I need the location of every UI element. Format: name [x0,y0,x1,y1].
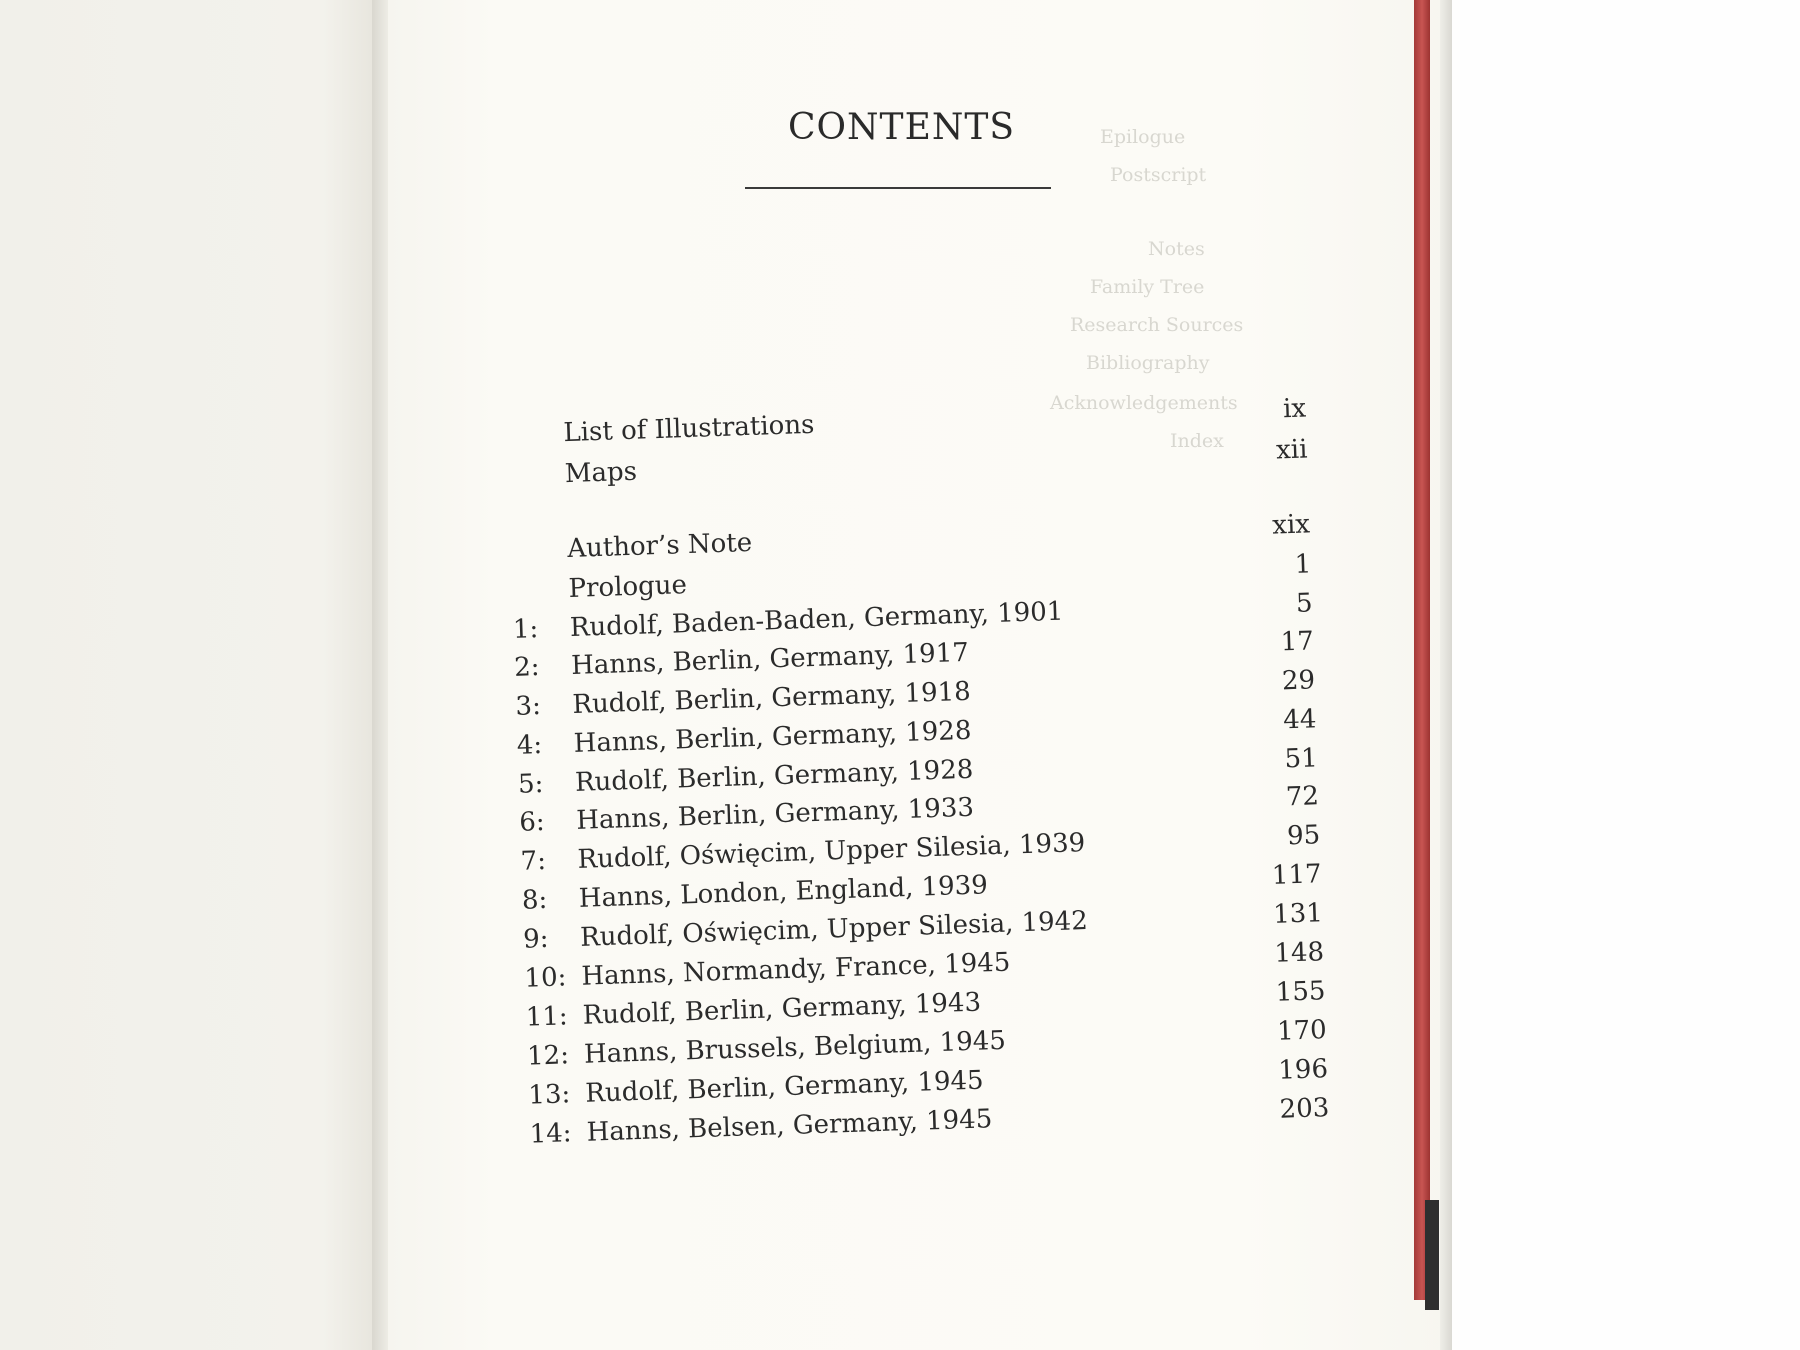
page-number: 1 [1294,549,1312,580]
book-cover-edge [1414,0,1430,1300]
chapter-number [507,459,567,461]
chapter-title: Author’s Note [566,527,753,565]
chapter-number: 10: [524,962,567,994]
page-number: ix [1282,393,1307,425]
page-number: xix [1271,509,1311,541]
left-page [0,0,380,1350]
ghost-line: Bibliography [1086,352,1210,374]
chapter-number: 9: [522,923,550,955]
chapter-number: 8: [521,884,548,916]
page-number: 17 [1280,626,1315,658]
ghost-line: Epilogue [1100,126,1186,148]
chapter-title: Rudolf, Oświęcim, Upper Silesia, 1942 [579,905,1089,953]
page-number: 155 [1275,976,1326,1008]
ghost-line: Postscript [1110,164,1207,186]
page-number: 196 [1277,1054,1329,1086]
chapter-title: Hanns, Belsen, Germany, 1945 [586,1104,993,1148]
page-number: 44 [1282,704,1317,736]
chapter-number: 7: [520,845,547,877]
title-rule [745,187,1051,189]
chapter-title: List of Illustrations [562,409,815,449]
chapter-number [510,534,570,536]
chapter-number: 5: [517,768,544,800]
chapter-title: Hanns, Berlin, Germany, 1933 [575,792,975,836]
page-number: 51 [1284,743,1319,775]
book-cover-corner [1425,1200,1439,1310]
chapter-title: Rudolf, Berlin, Germany, 1928 [574,754,974,798]
chapter-number [511,574,571,576]
chapter-title: Hanns, Berlin, Germany, 1917 [570,637,970,681]
chapter-number: 6: [518,806,546,838]
chapter-title: Hanns, Normandy, France, 1945 [581,947,1011,992]
page-title: CONTENTS [788,107,1016,148]
chapter-number: 11: [525,1001,569,1033]
page-number: 203 [1279,1093,1330,1125]
page-number: 5 [1295,588,1314,619]
chapter-title: Hanns, Brussels, Belgium, 1945 [583,1025,1007,1070]
page-number: xii [1275,434,1308,466]
page-number: 131 [1272,898,1324,930]
chapter-number: 12: [526,1040,570,1072]
table-of-contents [506,392,1361,1179]
ghost-line: Notes [1148,238,1205,260]
chapter-title: Hanns, London, England, 1939 [578,870,989,914]
ghost-line: Index [1170,430,1224,452]
chapter-title: Rudolf, Berlin, Germany, 1943 [582,987,982,1031]
page-number: 170 [1276,1015,1328,1047]
ghost-line: Research Sources [1070,314,1244,336]
page-number: 148 [1273,937,1325,969]
ghost-line: Acknowledgements [1050,392,1238,414]
chapter-number: 4: [516,729,543,761]
ghost-line: Family Tree [1090,276,1205,298]
page-number: 72 [1285,781,1320,813]
chapter-number: 1: [512,614,539,645]
page-edge [1440,0,1452,1350]
chapter-number: 14: [529,1118,573,1150]
page-number: 95 [1286,820,1321,852]
page-number: 117 [1271,859,1323,891]
chapter-number: 3: [515,691,542,722]
page-number: 29 [1281,665,1316,697]
chapter-number: 2: [513,652,541,683]
chapter-title: Rudolf, Berlin, Germany, 1918 [571,676,972,720]
chapter-title: Prologue [568,570,688,605]
chapter-title: Rudolf, Oświęcim, Upper Silesia, 1939 [577,828,1086,875]
chapter-number: 13: [527,1079,571,1111]
chapter-title: Rudolf, Baden-Baden, Germany, 1901 [569,596,1064,643]
chapter-title: Maps [564,456,638,490]
chapter-title: Hanns, Berlin, Germany, 1928 [573,715,972,759]
chapter-title: Rudolf, Berlin, Germany, 1945 [584,1065,985,1109]
